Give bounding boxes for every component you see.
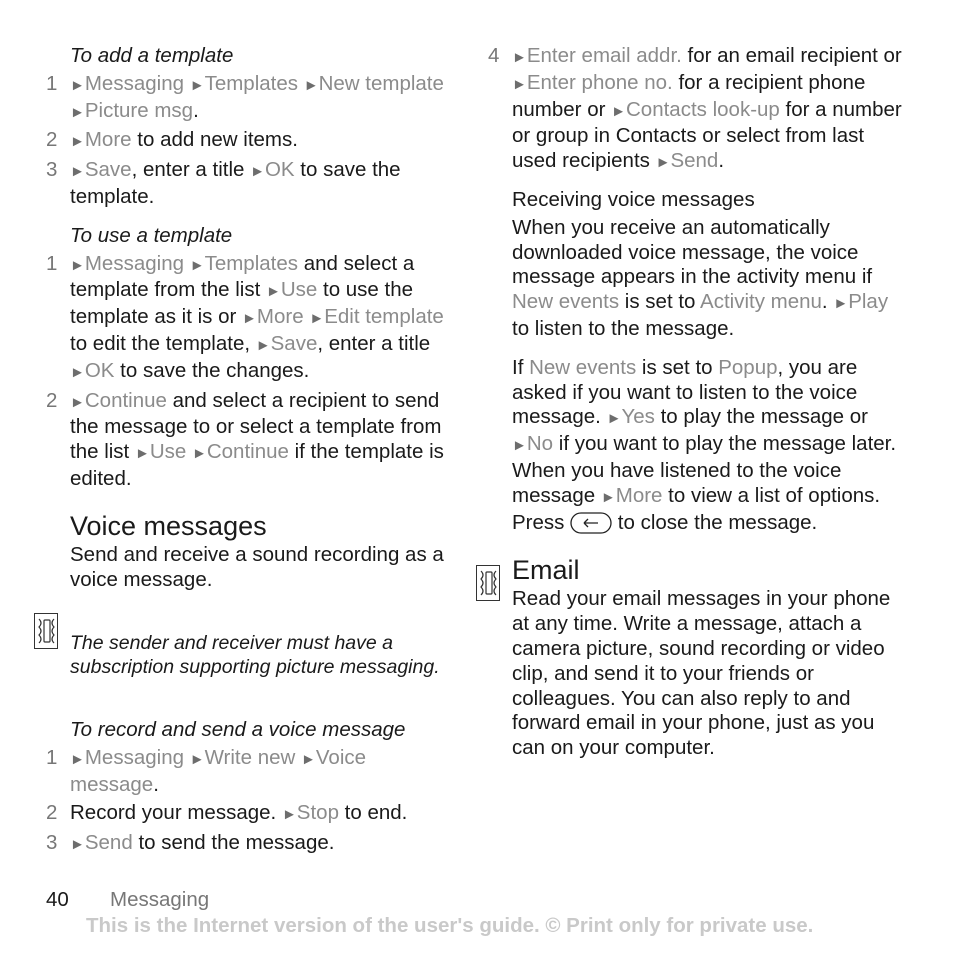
step-text — [70, 72, 456, 126]
step-row — [46, 128, 456, 155]
text-run: . — [193, 98, 199, 122]
arrow-icon: ► — [281, 805, 297, 823]
email-section — [488, 555, 908, 761]
menu-item-label: New events — [512, 290, 620, 314]
text-run: for an email recipient or — [681, 44, 902, 67]
text-run: to use the template as it is or — [70, 278, 414, 329]
menu-item-label: Messaging — [84, 251, 184, 275]
footer-notice: This is the Internet version of the user's guide. © Print only for private use. — [86, 914, 814, 937]
text-run: to play the message or — [654, 405, 868, 429]
vibration-note-icon — [34, 613, 58, 649]
menu-item-label: Popup — [718, 355, 778, 379]
note-text: The sender and receiver must have a subscription supporting picture messaging. — [70, 631, 440, 678]
para-2-text — [512, 356, 896, 534]
step-row — [46, 72, 456, 126]
menu-item-label: Templates — [204, 71, 298, 95]
menu-item-label: Contacts look-up — [626, 97, 780, 121]
voice-messages-title: Voice messages — [70, 510, 267, 541]
arrow-icon: ► — [655, 154, 671, 172]
arrow-icon: ► — [301, 751, 316, 769]
arrow-icon: ► — [309, 310, 325, 328]
text-run: for a number or group in Contacts or select from last used recipients — [512, 97, 902, 173]
menu-item-label: More — [84, 128, 132, 152]
record-steps — [46, 746, 456, 857]
step-number: 3 — [46, 830, 58, 854]
arrow-icon: ► — [70, 393, 85, 411]
step-text — [70, 831, 456, 858]
menu-item-label: Enter phone no. — [526, 70, 673, 94]
menu-item-label: Send — [84, 830, 133, 854]
arrow-icon: ► — [189, 256, 205, 274]
text-run: is set to — [636, 355, 719, 379]
step-row — [46, 252, 456, 386]
receiving-heading: Receiving voice messages — [512, 187, 755, 211]
text-run: If — [512, 355, 530, 379]
text-run: if you want to play the message later. When you have listened to the voice message — [512, 432, 897, 507]
arrow-icon: ► — [512, 75, 527, 93]
arrow-icon: ► — [134, 445, 150, 463]
text-run: and select a template from the list — [70, 251, 415, 302]
arrow-icon: ► — [833, 295, 849, 313]
menu-item-label: More — [615, 483, 663, 507]
arrow-icon: ► — [189, 751, 205, 769]
use-template-steps — [46, 252, 456, 492]
footer-section: Messaging — [110, 888, 210, 911]
arrow-icon: ► — [70, 256, 85, 274]
arrow-icon: ► — [255, 336, 271, 354]
arrow-icon: ► — [606, 410, 622, 428]
menu-item-label: Voice message — [70, 746, 367, 796]
menu-item-label: Stop — [296, 800, 339, 824]
menu-item-label: New template — [318, 71, 444, 95]
step-text — [70, 252, 456, 386]
vibration-note-icon — [476, 565, 500, 601]
step-number: 2 — [46, 388, 58, 412]
arrow-icon: ► — [70, 163, 85, 181]
menu-item-label: New events — [529, 355, 637, 379]
arrow-icon: ► — [250, 163, 265, 181]
menu-item-label: Write new — [204, 746, 296, 770]
text-run: , enter a title — [317, 331, 431, 355]
step-row — [488, 44, 908, 176]
menu-item-label: OK — [264, 158, 295, 182]
arrow-icon: ► — [70, 835, 85, 853]
text-run: and select a recipient to send the message to or select a template from the list — [70, 388, 442, 464]
step-row — [46, 801, 456, 828]
page-number: 40 — [46, 888, 69, 911]
menu-item-label: Save — [84, 158, 132, 182]
arrow-icon: ► — [189, 76, 205, 94]
menu-item-label: Messaging — [84, 71, 184, 95]
text-run: to edit the template, — [70, 331, 256, 355]
step-row — [46, 389, 456, 492]
arrow-icon: ► — [600, 488, 616, 506]
text-run: to end. — [338, 800, 408, 824]
menu-item-label: Continue — [206, 440, 289, 464]
step-4 — [488, 44, 908, 176]
receiving-para-1 — [512, 216, 908, 342]
menu-item-label: Send — [670, 149, 719, 173]
arrow-icon: ► — [303, 76, 319, 94]
menu-item-label: Picture msg — [84, 98, 194, 122]
record-heading: To record and send a voice message — [70, 718, 406, 742]
receiving-para-2 — [512, 356, 908, 536]
step-row — [46, 746, 456, 798]
voice-intro: Send and receive a sound recording as a voice message. — [70, 542, 444, 591]
step-number: 1 — [46, 251, 58, 275]
text-run: . — [153, 772, 159, 796]
arrow-icon: ► — [512, 437, 527, 455]
step-number: 4 — [488, 44, 500, 67]
step-row — [46, 831, 456, 858]
step-text — [512, 44, 908, 176]
menu-item-label: Use — [280, 278, 318, 302]
menu-item-label: Messaging — [84, 746, 184, 770]
menu-item-label: Play — [848, 290, 889, 314]
menu-item-label: No — [526, 432, 554, 456]
arrow-icon: ► — [70, 103, 85, 121]
add-template-steps — [46, 72, 456, 210]
text-run: for a recipient phone number or — [512, 70, 866, 121]
menu-item-label: OK — [84, 358, 115, 382]
step-text — [70, 389, 456, 492]
note-box — [46, 611, 456, 698]
left-column — [46, 44, 456, 860]
step-text — [70, 746, 456, 798]
menu-item-label: Edit template — [324, 305, 444, 329]
text-run: When you receive an automatically downloaded voice message, the voice message appears in the activity menu if — [512, 215, 873, 289]
email-body: Read your email messages in your phone at any time. Write a message, attach a camera picture, sound recording or video clip, and send it to your friends or colleagues. You can also reply to and forward email in your phone, just as you can on your computer. — [512, 587, 891, 760]
menu-item-label: Use — [149, 440, 187, 464]
step-number: 1 — [46, 71, 58, 95]
use-template-heading: To use a template — [70, 223, 233, 247]
text-run: to send the message. — [132, 830, 335, 854]
para-2-end: to close the message. — [612, 510, 818, 534]
text-run: , enter a title — [131, 158, 251, 182]
menu-item-label: Continue — [84, 388, 167, 412]
menu-item-label: Activity menu — [700, 290, 822, 314]
text-run: . — [821, 290, 834, 314]
step-number: 3 — [46, 158, 58, 182]
menu-item-label: Save — [270, 331, 318, 355]
arrow-icon: ► — [70, 133, 85, 151]
menu-item-label: More — [256, 305, 304, 329]
email-title: Email — [512, 555, 580, 586]
text-run: if the template is edited. — [70, 440, 444, 490]
text-run: Record your message. — [70, 800, 282, 824]
step-number: 1 — [46, 746, 58, 770]
arrow-icon: ► — [265, 283, 281, 301]
menu-item-label: Templates — [204, 251, 298, 275]
arrow-icon: ► — [70, 363, 85, 381]
text-run: to save the changes. — [114, 358, 310, 382]
back-key-icon — [570, 512, 612, 534]
step-text — [70, 128, 456, 155]
step-text — [70, 801, 456, 828]
text-run: to listen to the message. — [512, 316, 735, 340]
arrow-icon: ► — [70, 76, 85, 94]
menu-item-label: Enter email addr. — [526, 44, 682, 67]
arrow-icon: ► — [70, 751, 85, 769]
text-run: is set to — [619, 290, 701, 314]
text-run: . — [718, 149, 725, 173]
text-run: to save the template. — [70, 158, 401, 208]
right-column — [488, 44, 908, 761]
text-run: to view a list of options. Press — [512, 483, 881, 534]
arrow-icon: ► — [191, 445, 207, 463]
text-run: , you are asked if you want to listen to the voice message. — [512, 355, 858, 429]
step-number: 2 — [46, 128, 58, 152]
arrow-icon: ► — [611, 102, 626, 120]
step-number: 2 — [46, 800, 58, 824]
arrow-icon: ► — [512, 49, 527, 66]
menu-item-label: Yes — [621, 405, 655, 429]
arrow-icon: ► — [242, 310, 257, 328]
text-run: to add new items. — [131, 128, 298, 152]
add-template-heading: To add a template — [70, 44, 234, 67]
step-text — [70, 158, 456, 210]
step-row — [46, 158, 456, 210]
